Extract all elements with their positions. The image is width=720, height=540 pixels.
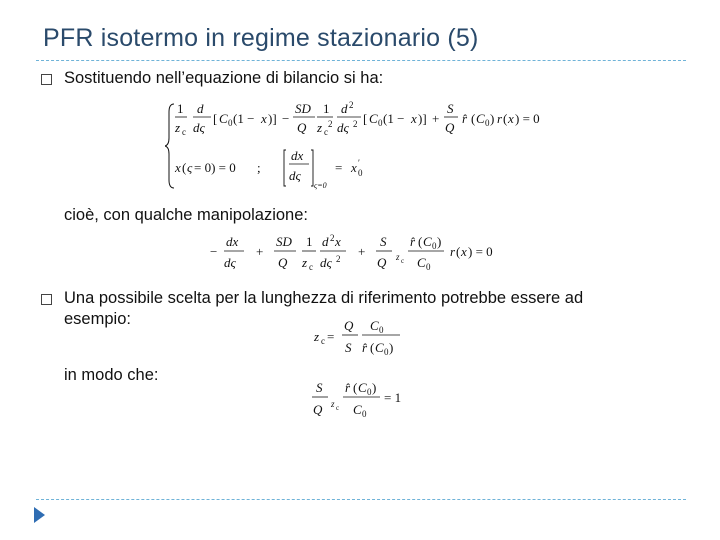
continuation-in-modo-che: in modo che: [64, 366, 159, 384]
svg-text:d: d [197, 101, 204, 116]
svg-text:0: 0 [362, 409, 367, 419]
slide-title: PFR isotermo in regime stazionario (5) [43, 24, 479, 52]
svg-text:+: + [256, 244, 264, 259]
svg-text:c: c [321, 336, 325, 346]
svg-text:c: c [182, 127, 186, 137]
svg-text:x: x [461, 244, 467, 259]
svg-text:(1 −: (1 − [233, 111, 255, 126]
svg-text:r̂: r̂ [410, 234, 416, 249]
svg-text:2: 2 [336, 254, 341, 264]
svg-text:(1 −: (1 − [383, 111, 405, 126]
balance-equation-system [165, 100, 565, 192]
svg-text:)]: )] [418, 111, 427, 126]
bullet-2-text: Una possibile scelta per la lunghezza di riferimento potrebbe essere ad esempio: [64, 289, 584, 328]
svg-text:= 1: = 1 [384, 390, 402, 405]
svg-text:C: C [417, 255, 426, 270]
svg-text:dx: dx [291, 148, 304, 163]
svg-text:2: 2 [330, 233, 335, 243]
svg-text:0: 0 [228, 118, 233, 128]
svg-text:=: = [335, 160, 343, 175]
svg-text:r̂: r̂ [462, 111, 468, 126]
svg-text:C: C [353, 402, 362, 417]
next-slide-arrow-icon[interactable] [34, 507, 45, 523]
svg-text:)]: )] [268, 111, 277, 126]
svg-text:) = 0: ) = 0 [515, 111, 540, 126]
svg-text:): ) [372, 380, 377, 395]
continuation-cioe: cioè, con qualche manipolazione: [64, 206, 308, 224]
svg-text:=: = [327, 329, 335, 344]
svg-text:−: − [210, 244, 218, 259]
svg-text:r: r [497, 111, 503, 126]
svg-text:SD: SD [276, 234, 292, 249]
svg-text:dς: dς [289, 168, 301, 183]
svg-text:x: x [261, 111, 267, 126]
svg-text:c: c [336, 404, 340, 412]
svg-text:x: x [508, 111, 514, 126]
svg-text:dς: dς [224, 255, 236, 270]
svg-text:) = 0: ) = 0 [468, 244, 493, 259]
svg-text:2: 2 [328, 119, 333, 129]
svg-text:+: + [432, 111, 440, 126]
svg-text:(: ( [418, 234, 423, 249]
top-divider [36, 60, 686, 61]
svg-text:0: 0 [384, 347, 389, 357]
svg-text:0: 0 [432, 241, 437, 251]
svg-text:dς: dς [320, 255, 332, 270]
svg-text:2: 2 [349, 100, 354, 110]
svg-text:dς: dς [337, 120, 349, 135]
svg-text:(: ( [353, 380, 358, 395]
svg-text:Q: Q [445, 120, 455, 135]
svg-text:Q: Q [344, 318, 354, 333]
svg-text:0: 0 [378, 118, 383, 128]
svg-text:C: C [369, 111, 378, 126]
normalization-condition-formula [312, 378, 412, 424]
svg-text:): ) [437, 234, 442, 249]
svg-text:r: r [450, 244, 456, 259]
svg-text:C: C [358, 380, 367, 395]
svg-text:S: S [345, 340, 352, 355]
svg-text:1: 1 [306, 234, 313, 249]
svg-text:Q: Q [278, 255, 288, 270]
svg-text:c: c [309, 262, 313, 272]
svg-text:ς: ς [187, 160, 193, 175]
svg-text:c: c [401, 257, 405, 265]
svg-text:(: ( [471, 111, 476, 126]
svg-text:1: 1 [177, 101, 184, 116]
svg-text:ς=0: ς=0 [314, 181, 327, 190]
svg-text:′: ′ [358, 158, 360, 168]
svg-text:z: z [317, 120, 323, 135]
svg-text:SD: SD [295, 101, 311, 116]
bullet-1-text: Sostituendo nell’equazione di bilancio si ha: [64, 69, 384, 87]
svg-text:0: 0 [379, 325, 384, 335]
svg-text:dx: dx [226, 234, 239, 249]
svg-text:+: + [358, 244, 366, 259]
svg-text:[: [ [213, 111, 218, 126]
svg-text:0: 0 [426, 262, 431, 272]
svg-text:x: x [335, 234, 341, 249]
svg-text:(: ( [503, 111, 508, 126]
svg-text:S: S [447, 101, 454, 116]
svg-text:Q: Q [313, 402, 323, 417]
dimensionless-balance-equation [208, 232, 518, 276]
svg-text:(: ( [182, 160, 187, 175]
svg-text:0: 0 [358, 168, 363, 178]
bottom-divider [36, 499, 686, 500]
svg-text:): ) [490, 111, 495, 126]
svg-text:C: C [423, 234, 432, 249]
bullet-square-icon [41, 74, 52, 85]
svg-text:S: S [316, 380, 323, 395]
svg-text:2: 2 [353, 119, 358, 129]
svg-text:x: x [175, 160, 181, 175]
svg-text:d: d [341, 101, 348, 116]
svg-text:r̂: r̂ [345, 380, 351, 395]
svg-text:Q: Q [297, 120, 307, 135]
svg-text:C: C [219, 111, 228, 126]
svg-text:c: c [324, 127, 328, 137]
svg-text:x: x [411, 111, 417, 126]
svg-text:C: C [476, 111, 485, 126]
svg-text:C: C [370, 318, 379, 333]
svg-text:[: [ [363, 111, 368, 126]
svg-text:1: 1 [323, 101, 330, 116]
svg-text:): ) [389, 340, 394, 355]
svg-text:z: z [314, 329, 320, 344]
svg-text:−: − [282, 111, 290, 126]
svg-text:;: ; [257, 160, 261, 175]
svg-text:z: z [331, 399, 335, 409]
svg-text:(: ( [370, 340, 375, 355]
svg-text:z: z [396, 252, 400, 262]
svg-text:d: d [322, 234, 329, 249]
svg-text:0: 0 [367, 387, 372, 397]
svg-text:C: C [375, 340, 384, 355]
svg-text:r̂: r̂ [362, 340, 368, 355]
reference-length-formula [312, 317, 412, 359]
svg-text:z: z [302, 255, 308, 270]
svg-text:S: S [380, 234, 387, 249]
svg-text:(: ( [456, 244, 461, 259]
svg-text:= 0) = 0: = 0) = 0 [194, 160, 236, 175]
bullet-square-icon [41, 294, 52, 305]
svg-text:0: 0 [485, 118, 490, 128]
svg-text:x: x [351, 160, 357, 175]
svg-text:dς: dς [193, 120, 205, 135]
svg-text:z: z [175, 120, 181, 135]
svg-text:Q: Q [377, 255, 387, 270]
